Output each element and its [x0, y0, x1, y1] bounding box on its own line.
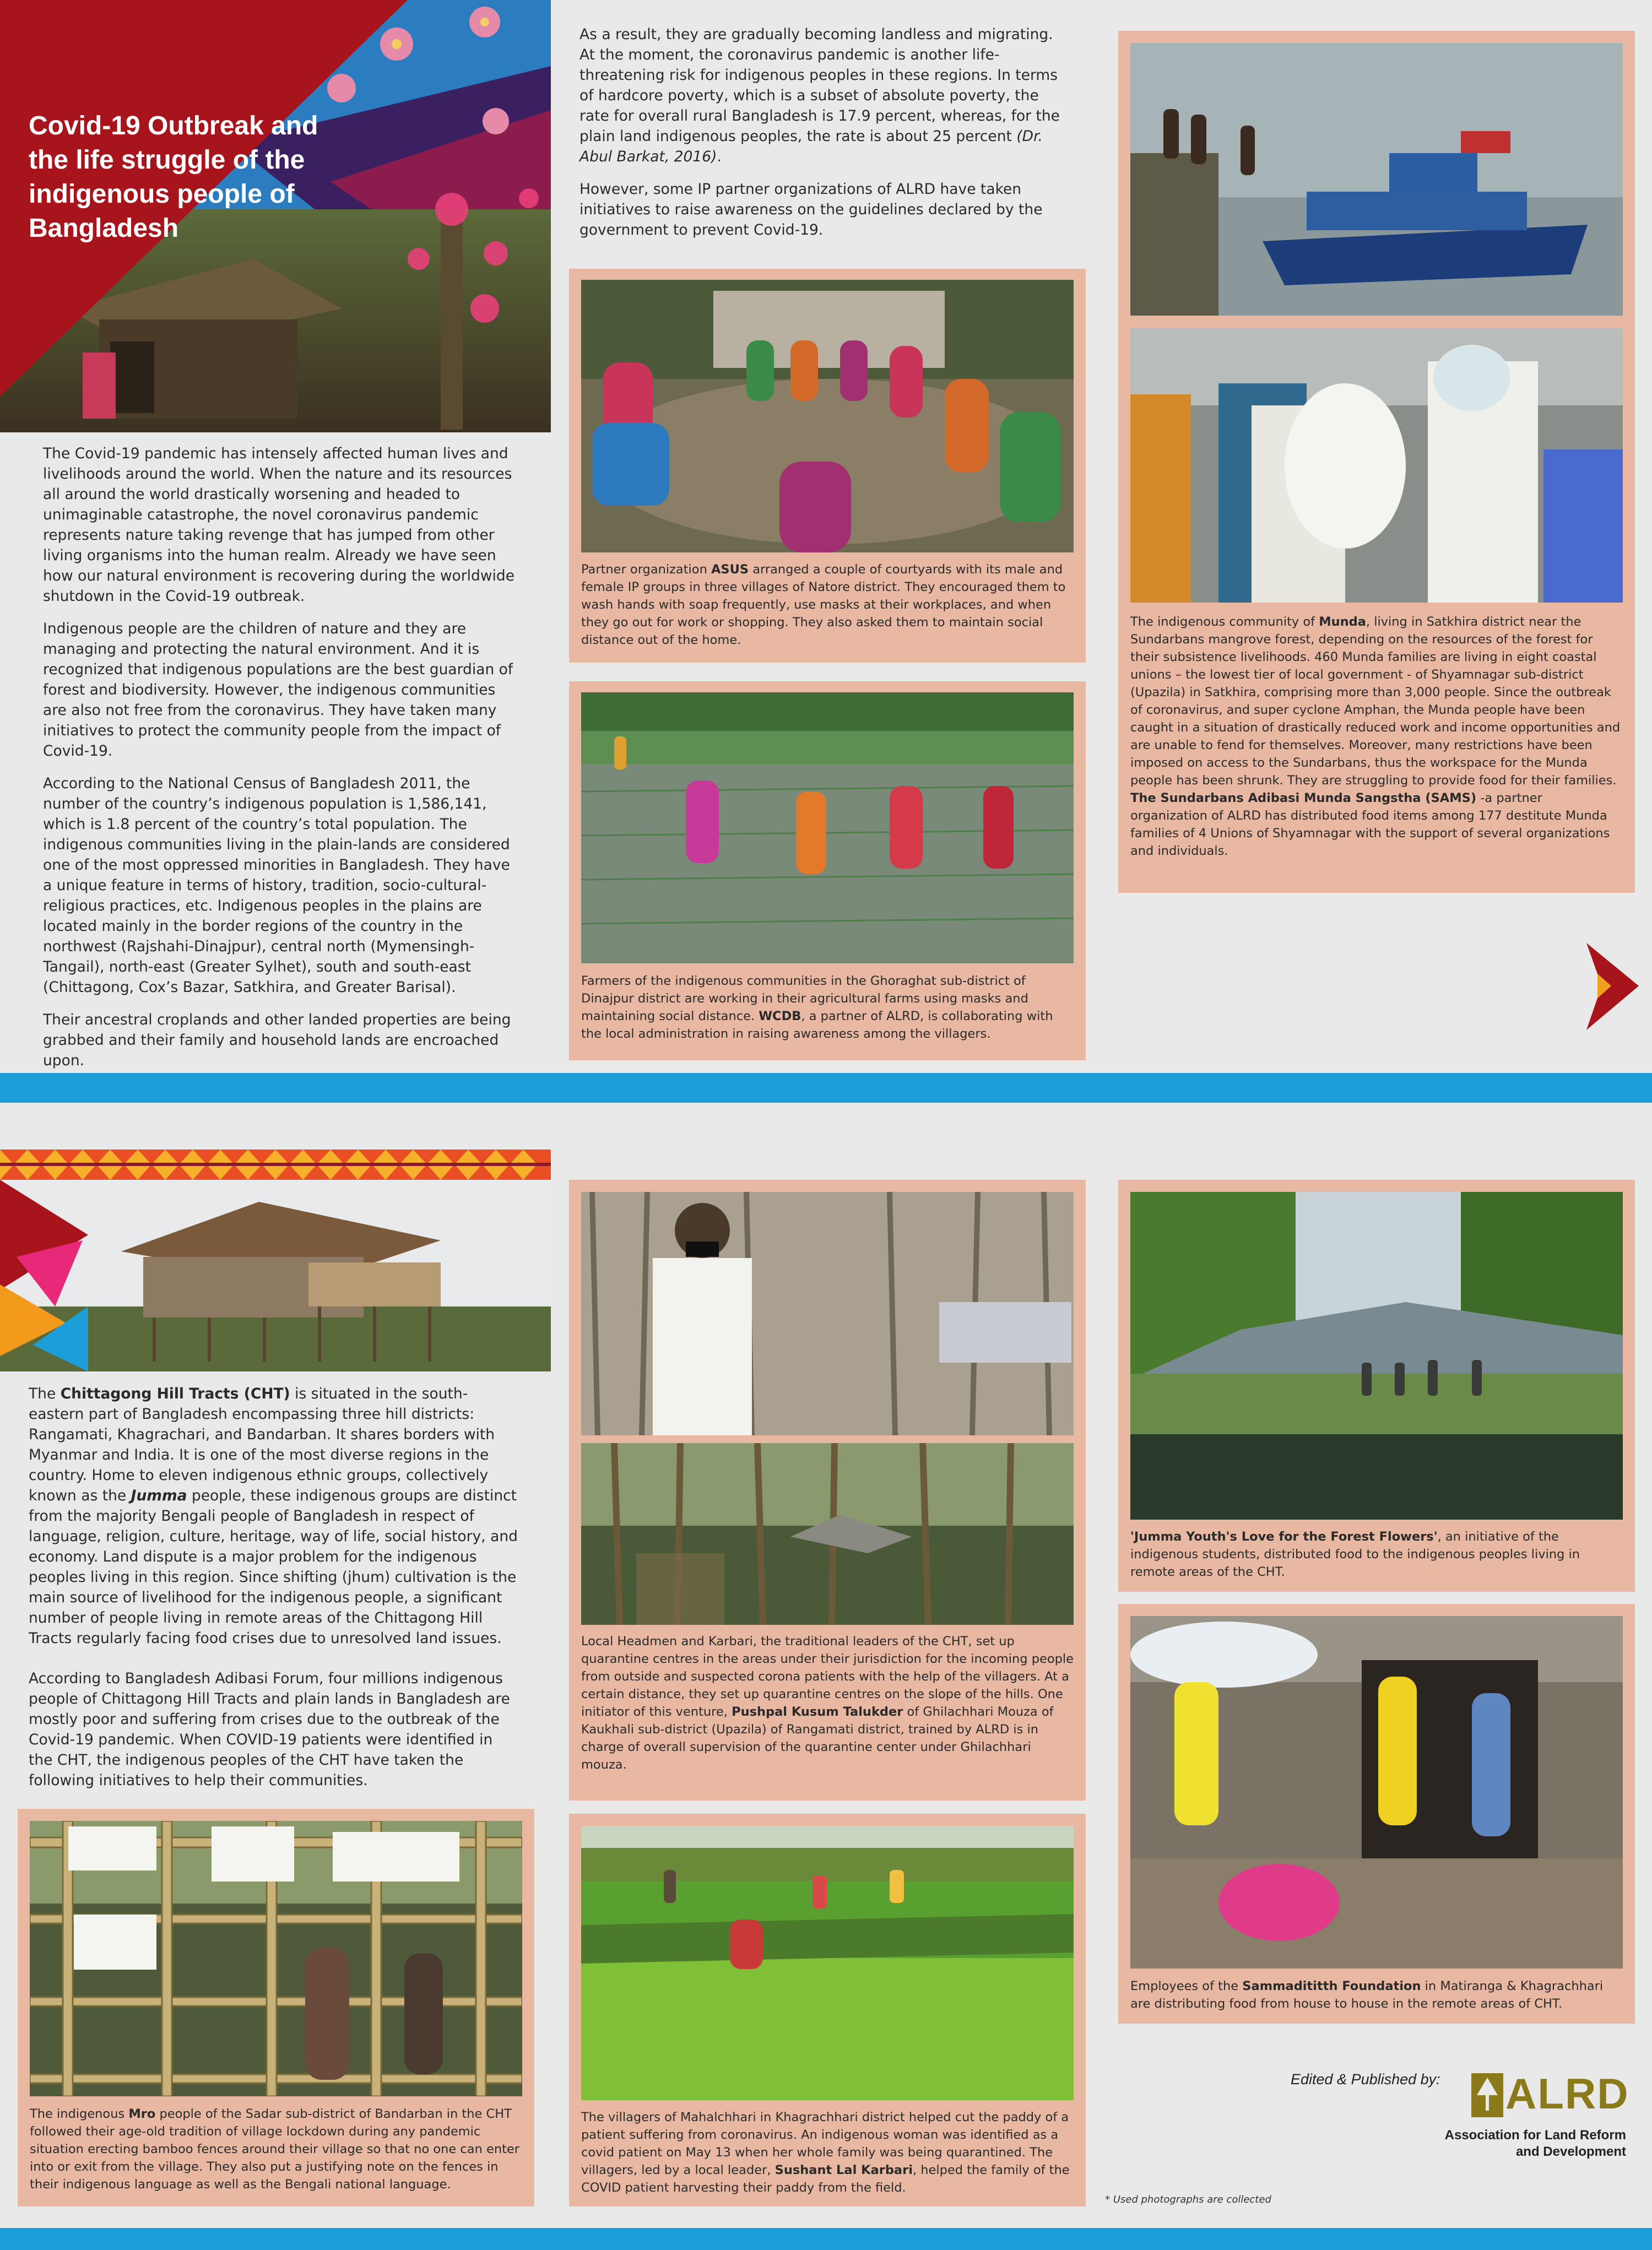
chevron-right-icon — [1586, 943, 1642, 1031]
intro-column-1 — [43, 443, 517, 1083]
jumma-caption: 'Jumma Youth's Love for the Forest Flowers', an initiative of the indigenous students, distributed food to the indigenous peoples living in remote areas of the CHT. — [1130, 1530, 1580, 1579]
mro-caption: The indigenous Mro people of the Sadar sub-district of Bandarban in the CHT followed their age-old tradition of village lockdown during any pandemic situation erecting bamboo fences around their village so that no one can enter into or exit from the village. They also put a justifying note on the fences in their indigenous language as well as the Bengali national language. — [30, 2107, 519, 2192]
intro-paragraph: However, some IP partner organizations of ALRD have taken initiatives to raise awareness on the guidelines declared by the government to prevent Covid-19. — [579, 181, 1043, 238]
food-distribution-photo — [1130, 328, 1623, 603]
tree-icon — [1471, 2073, 1503, 2117]
footer-bar — [0, 2228, 1652, 2250]
paddy-caption: The villagers of Mahalchhari in Khagrachhari district helped cut the paddy of a patient suffering from coronavirus. An indigenous woman was identified as a covid patient on May 13 when her whole family was being quarantined. The villagers, led by a local leader, Sushant Lal Karbari, helped the family of the COVID patient harvesting their paddy from the field. — [581, 2110, 1070, 2195]
logo-text: ALRD — [1505, 2069, 1629, 2118]
jumma-panel — [1118, 1180, 1635, 1592]
quarantine-caption: Local Headmen and Karbari, the traditional leaders of the CHT, set up quarantine centres in the areas under their jurisdiction for the incoming people from outside and suspected corona patients with the help of the villagers. At a certain distance, they set up quarantine centres on the slope of the hills. One initiator of this venture, Pushpal Kusum Talukder of Ghilachhari Mouza of Kaukhali sub-district (Upazila) of Rangamati district, trained by ALRD is in charge of overall supervision of the quarantine center under Ghilachhari mouza. — [581, 1634, 1074, 1772]
sammaditith-caption: Employees of the Sammadititth Foundation in Matiranga & Khagrachhari are distributing food from house to house in the remote areas of CHT. — [1130, 1979, 1604, 2011]
asus-courtyard-photo — [581, 280, 1074, 552]
photo-credit-note: * Used photographs are collected — [1105, 2194, 1271, 2205]
edited-by-label: Edited & Published by: — [1291, 2071, 1440, 2088]
cht-paragraph: According to Bangladesh Adibasi Forum, four millions indigenous people of Chittagong Hill Tracts and plain lands in Bangladesh are mostly poor and suffering from crises due to the outbreak of the Covid-19 pandemic. When COVID-19 patients were identified in the CHT, the indigenous peoples of the CHT have taken the following initiatives to help their communities. — [29, 1670, 510, 1789]
quarantine-panel — [569, 1180, 1086, 1801]
org-name-line: Association for Land Reform — [1444, 2128, 1626, 2143]
header-banner — [0, 0, 551, 432]
alrd-logo — [1468, 2071, 1633, 2132]
munda-caption: The indigenous community of Munda, living in Satkhira district near the Sundarbans mangrove forest, depending on the resources of the forest for their subsistence livelihoods. 460 Munda families are living in eight coastal unions – the lowest tier of local government - of Shyamnagar sub-district (Upazila) in Satkhira, comprising more than 3,000 people. Since the outbreak of coronavirus, and super cyclone Amphan, the Munda people have been caught in a situation of drastically reduced work and income opportunities and are unable to fend for themselves. Moreover, many restrictions have been imposed on access to the Sundarbans, thus the workspace for the Munda people has been shrunk. They are struggling to provide food for their families. The Sundarbans Adibasi Munda Sangstha (SAMS) -a partner organization of ALRD has distributed food items among 177 destitute Munda families of 4 Unions of Shyamnagar with the support of several organizations and individuals. — [1130, 615, 1621, 858]
intro-paragraph: According to the National Census of Bangladesh 2011, the number of the country’s indigenous population is 1,586,141, which is 1.8 percent of the country’s total population. The indigenous communities living in the plain-lands are considered one of the most oppressed minorities in Bangladesh. They have a unique feature in terms of history, tradition, socio-cultural-religious practices, etc. Indigenous peoples in the plains are located mainly in the border regions of the country in the northwest (Rajshahi-Dinajpur), central north (Mymensingh-Tangail), north-east (Greater Sylhet), south and south-east (Chittagong, Cox’s Bazar, Satkhira, and Greater Barisal). — [43, 775, 510, 996]
intro-column-2 — [579, 24, 1064, 252]
intro-paragraph: Indigenous people are the children of nature and they are managing and protecting the natural environment. And it is recognized that indigenous populations are the best guardian of forest and biodiversity. However, the indigenous communities are also not free from the coronavirus. They have taken many initiatives to protect the community people from the impact of Covid-19. — [43, 620, 513, 760]
wcdb-caption: Farmers of the indigenous communities in the Ghoraghat sub-district of Dinajpur district are working in their agricultural farms using masks and maintaining social distance. WCDB, a partner of ALRD, is collaborating with the local administration in raising awareness among the villagers. — [581, 974, 1053, 1041]
wcdb-panel — [569, 681, 1086, 1060]
boat-photo — [1130, 43, 1623, 316]
org-name — [1421, 2127, 1626, 2160]
cht-paragraph: The Chittagong Hill Tracts (CHT) is situated in the south-eastern part of Bangladesh encompassing three hill districts: Rangamati, Khagrachari, and Bandarban. It shares borders with Myanmar and India. It is one of the most diverse regions in the country. Home to eleven indigenous ethnic groups, collectively known as the Jumma people, these indigenous groups are distinct from the majority Bengali people of Bangladesh in respect of language, religion, culture, heritage, way of life, social history, and economy. Land dispute is a major problem for the indigenous peoples living in this region. Since shifting (jhum) cultivation is the main source of livelihood for the indigenous people, a significant number of people living in remote areas of the Chittagong Hill Tracts regularly facing food crises due to unresolved land issues. — [29, 1385, 518, 1647]
intro-paragraph: Their ancestral croplands and other landed properties are being grabbed and their family and household lands are encroached upon. — [43, 1011, 511, 1069]
mro-panel — [18, 1809, 534, 2206]
village-man-photo — [581, 1192, 1074, 1435]
house-distribution-photo — [1130, 1616, 1623, 1969]
divider-bar — [0, 1073, 1652, 1103]
wcdb-farmers-photo — [581, 692, 1074, 963]
munda-panel — [1118, 31, 1635, 893]
forest-walk-photo — [1130, 1192, 1623, 1520]
intro-paragraph: As a result, they are gradually becoming landless and migrating. At the moment, the coronavirus pandemic is another life-threatening risk for indigenous peoples in these regions. In terms of hardcore poverty, which is a subset of absolute poverty, the rate for overall rural Bangladesh is 17.9 percent, whereas, for the plain land indigenous peoples, the rate is about 25 percent (Dr. Abul Barkat, 2016). — [579, 26, 1060, 165]
sammaditith-panel — [1118, 1604, 1635, 2024]
cht-text — [29, 1384, 519, 1803]
page-title: Covid-19 Outbreak and the life struggle of the indigenous people of Bangladesh — [29, 111, 318, 243]
asus-panel — [569, 269, 1086, 663]
cht-header-image — [0, 1180, 551, 1371]
paddy-harvest-photo — [581, 1826, 1074, 2100]
org-name-line: and Development — [1515, 2144, 1626, 2159]
pattern-strip — [0, 1150, 551, 1180]
asus-caption: Partner organization ASUS arranged a couple of courtyards with its male and female IP groups in three villages of Natore district. They encouraged them to wash hands with soap frequently, use masks at their workplaces, and when they go out for work or shopping. They also asked them to maintain social distance out of the home. — [581, 562, 1066, 647]
paddy-panel — [569, 1814, 1086, 2206]
bamboo-fence-photo — [30, 1821, 522, 2096]
intro-paragraph: The Covid-19 pandemic has intensely affected human lives and livelihoods around the world. When the nature and its resources all around the world drastically worsening and headed to unimaginable catastrophe, the novel coronavirus pandemic represents nature taking revenge that has jumped from other living organisms into the human realm. Already we have seen how our natural environment is recovering during the worldwide shutdown in the Covid-19 outbreak. — [43, 445, 514, 605]
quarantine-forest-photo — [581, 1443, 1074, 1625]
